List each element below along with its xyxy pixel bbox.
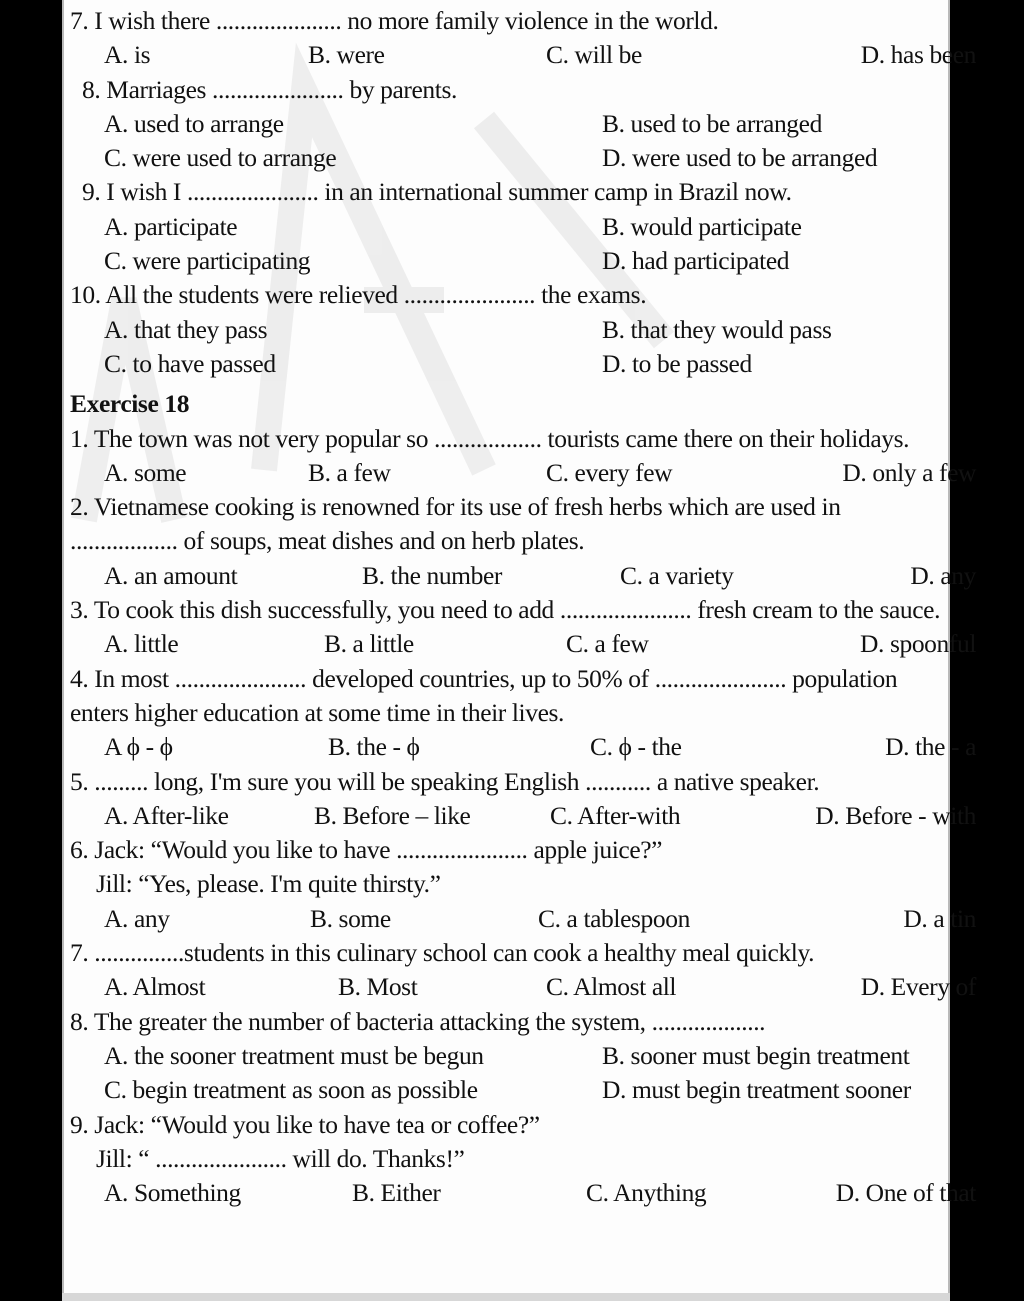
- option-c: C. a variety: [620, 560, 734, 590]
- option-a: A. any: [104, 903, 170, 933]
- option-b: B. a little: [324, 629, 414, 659]
- question-stem: 3. To cook this dish successfully, you need to add ...................... fresh cream to the sauce.: [70, 595, 941, 625]
- question-b-3: [70, 593, 976, 662]
- option-b: B. that they would pass: [602, 314, 832, 344]
- answer-options: [70, 970, 976, 1004]
- option-a: A. used to arrange: [104, 108, 284, 138]
- option-d: D. a tin: [903, 903, 976, 933]
- question-stem: 1. The town was not very popular so .................. tourists came there on their holidays.: [70, 423, 910, 453]
- option-b: B. would participate: [602, 211, 802, 241]
- option-a: A. Almost: [104, 972, 206, 1002]
- option-d: D. were used to be arranged: [602, 143, 878, 173]
- option-d: D. had participated: [602, 246, 790, 276]
- option-b: B. a few: [308, 457, 391, 487]
- option-a: A. is: [104, 40, 151, 70]
- answer-options: [70, 627, 976, 661]
- option-a: A. that they pass: [104, 314, 268, 344]
- option-d: D. One of that: [835, 1178, 976, 1208]
- question-stem: 8. Marriages ...................... by parents.: [82, 74, 457, 104]
- option-c: C. were participating: [104, 246, 311, 276]
- option-c: C. begin treatment as soon as possible: [104, 1075, 478, 1105]
- exercise-content: [70, 4, 976, 1210]
- option-d: D. has been: [860, 40, 976, 70]
- option-d: D. Every of: [860, 972, 976, 1002]
- option-b: B. Either: [352, 1178, 441, 1208]
- option-d: D. only a few: [842, 457, 976, 487]
- question-stem: 5. ......... long, I'm sure you will be speaking English ........... a native speaker.: [70, 766, 820, 796]
- option-c: C. every few: [546, 457, 673, 487]
- option-c: C. Almost all: [546, 972, 677, 1002]
- option-a: A. After-like: [104, 800, 229, 830]
- option-d: D. must begin treatment sooner: [602, 1075, 911, 1105]
- question-b-4: [70, 662, 976, 765]
- option-c: C. were used to arrange: [104, 143, 337, 173]
- option-d: D. the - a: [885, 732, 976, 762]
- question-a-10: [70, 278, 944, 381]
- option-b: B. some: [310, 903, 391, 933]
- answer-options: [70, 1176, 976, 1210]
- option-c: C. Anything: [586, 1178, 707, 1208]
- question-b-1: [70, 422, 976, 491]
- answer-options: [70, 456, 976, 490]
- question-stem: 7. ...............students in this culinary school can cook a healthy meal quickly.: [70, 938, 815, 968]
- answer-options: [70, 38, 976, 72]
- option-a: A. some: [104, 457, 187, 487]
- option-c: C. After-with: [550, 800, 681, 830]
- answer-options: [70, 210, 944, 279]
- option-b: B. the - ϕ: [328, 732, 420, 762]
- question-b-7: [70, 936, 976, 1005]
- option-c: C. ϕ - the: [590, 732, 682, 762]
- option-a: A. Something: [104, 1178, 241, 1208]
- answer-options: [70, 313, 944, 382]
- option-b: B. the number: [362, 560, 502, 590]
- question-stem: 10. All the students were relieved ...................... the exams.: [70, 280, 647, 310]
- option-a: A. participate: [104, 211, 238, 241]
- option-a: A. the sooner treatment must be begun: [104, 1040, 484, 1070]
- question-a-8: [70, 73, 944, 176]
- page-bottom-edge: [62, 1293, 950, 1301]
- exercise-title: Exercise 18: [70, 389, 190, 419]
- question-b-6: [70, 833, 976, 936]
- option-d: D. to be passed: [602, 348, 752, 378]
- option-d: D. Before - with: [815, 800, 976, 830]
- question-b-2: [70, 490, 976, 593]
- question-b-5: [70, 765, 976, 834]
- question-b-9: [70, 1108, 976, 1211]
- question-dialogue-line: Jill: “Yes, please. I'm quite thirsty.”: [96, 869, 441, 899]
- question-dialogue-line: Jill: “ ...................... will do. Thanks!”: [96, 1143, 465, 1173]
- question-stem: 4. In most ...................... developed countries, up to 50% of ...................... population enters higher education at some time in their lives.: [70, 663, 898, 727]
- option-d: D. spoonful: [859, 629, 976, 659]
- answer-options: [70, 799, 976, 833]
- option-c: C. a few: [566, 629, 649, 659]
- answer-options: [70, 1039, 944, 1108]
- question-stem: 9. I wish I ...................... in an international summer camp in Brazil now.: [82, 177, 792, 207]
- question-stem: 8. The greater the number of bacteria attacking the system, ...................: [70, 1006, 766, 1036]
- question-stem: 6. Jack: “Would you like to have ...................... apple juice?”: [70, 835, 663, 865]
- option-b: B. were: [308, 40, 385, 70]
- option-a: A ϕ - ϕ: [104, 732, 173, 762]
- answer-options: [70, 559, 976, 593]
- question-stem: 2. Vietnamese cooking is renowned for its use of fresh herbs which are used in .................. of soups, meat dishes and on herb plates.: [70, 492, 841, 556]
- answer-options: [70, 902, 976, 936]
- option-c: C. will be: [546, 40, 642, 70]
- option-b: B. sooner must begin treatment: [602, 1040, 910, 1070]
- option-b: B. Most: [338, 972, 418, 1002]
- option-b: B. Before – like: [314, 800, 471, 830]
- option-d: D. any: [910, 560, 976, 590]
- answer-options: [70, 107, 944, 176]
- question-stem: 9. Jack: “Would you like to have tea or coffee?”: [70, 1109, 540, 1139]
- question-b-8: [70, 1005, 944, 1108]
- question-stem: 7. I wish there ..................... no more family violence in the world.: [70, 6, 719, 35]
- option-c: C. to have passed: [104, 348, 276, 378]
- option-a: A. little: [104, 629, 179, 659]
- option-a: A. an amount: [104, 560, 238, 590]
- option-c: C. a tablespoon: [538, 903, 690, 933]
- answer-options: [70, 730, 976, 764]
- document-page: [62, 0, 976, 1301]
- question-a-7: [70, 4, 976, 73]
- option-b: B. used to be arranged: [602, 108, 822, 138]
- question-a-9: [70, 175, 944, 278]
